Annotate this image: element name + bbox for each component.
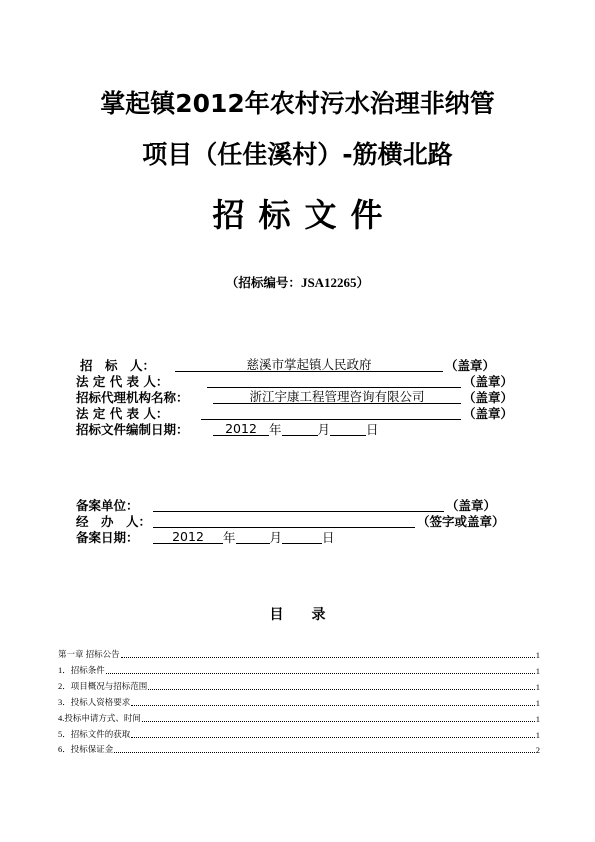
toc-leader — [121, 656, 535, 658]
filing-date-label: 备案日期： — [76, 530, 139, 545]
bid-code-suffix: ） — [356, 275, 370, 290]
filing-unit-field — [153, 498, 444, 512]
bid-code-number: JSA12265 — [300, 275, 357, 290]
agency-field: 浙江宇康工程管理咨询有限公司 — [213, 390, 461, 404]
compile-date-month-unit: 月 — [317, 422, 331, 437]
toc-entry-page: 1 — [535, 650, 540, 660]
bid-code — [0, 273, 595, 291]
document-title-line2: 项目（任佳溪村）-筋横北路 — [142, 140, 453, 169]
toc-entry-title: 5．招标文件的获取 — [58, 729, 131, 739]
filing-unit-row — [76, 498, 496, 514]
tenderer-row — [80, 358, 495, 374]
toc-entry-title: 第一章 招标公告 — [58, 649, 120, 659]
toc-entry[interactable] — [58, 727, 540, 740]
handler-row — [76, 514, 505, 530]
toc-leader — [131, 704, 534, 706]
filing-date-day-unit: 日 — [322, 530, 335, 545]
handler-label: 经 办 人： — [76, 514, 152, 529]
agency-label: 招标代理机构名称： — [76, 390, 189, 405]
toc-leader — [114, 751, 534, 753]
legal-rep-2-seal: （盖章） — [463, 406, 514, 421]
legal-rep-1-field — [207, 374, 461, 388]
legal-rep-2-field — [201, 406, 461, 420]
compile-date-day-unit: 日 — [366, 422, 379, 437]
legal-rep-2-label: 法 定 代 表 人： — [76, 406, 169, 421]
filing-date-month-field — [236, 530, 270, 544]
toc-entry-page: 1 — [535, 666, 540, 676]
toc-entry-page: 1 — [535, 698, 540, 708]
toc-entry-title: 6．投标保证金 — [58, 744, 114, 754]
toc-entry[interactable] — [58, 663, 540, 676]
filing-unit-label: 备案单位： — [76, 498, 139, 513]
toc-entry-title: 3．投标人资格要求 — [58, 697, 131, 707]
compile-date-day-field — [330, 422, 366, 436]
legal-rep-row-2 — [76, 406, 513, 422]
document-title-line1: 掌起镇2012年农村污水治理非纳管 — [100, 89, 495, 118]
toc-entry-title: 4.投标申请方式、时间 — [58, 713, 141, 723]
filing-date-year-unit: 年 — [223, 530, 236, 545]
compile-date-year: 2012 — [213, 422, 269, 436]
toc-entry[interactable] — [58, 647, 540, 660]
compile-date-year-unit: 年 — [269, 422, 282, 437]
legal-rep-1-seal: （盖章） — [463, 374, 514, 389]
toc-entry[interactable] — [58, 695, 540, 708]
tenderer-seal: （盖章） — [445, 358, 496, 373]
handler-signature: （签字或盖章） — [417, 514, 505, 529]
toc-leader — [131, 736, 534, 738]
agency-seal: （盖章） — [463, 390, 514, 405]
tenderer-label: 招 标 人： — [80, 358, 156, 373]
compile-date-month-field — [282, 422, 318, 436]
bid-code-prefix: （招标编号： — [225, 275, 301, 290]
filing-date-row — [76, 530, 335, 546]
filing-unit-seal: （盖章） — [446, 498, 497, 513]
compile-date-row — [76, 422, 379, 438]
legal-rep-1-label: 法 定 代 表 人： — [76, 374, 169, 389]
legal-rep-row-1 — [76, 374, 513, 390]
toc-entry[interactable] — [58, 711, 540, 724]
toc-entry-page: 1 — [535, 714, 540, 724]
filing-date-month-unit: 月 — [269, 530, 283, 545]
toc-entry-title: 1．招标条件 — [58, 665, 105, 675]
toc-heading: 目录 — [269, 607, 354, 623]
agency-row — [76, 390, 513, 406]
toc-leader — [148, 688, 534, 690]
toc-entry-page: 1 — [535, 730, 540, 740]
filing-date-year: 2012 — [153, 530, 223, 544]
toc-entry-page: 2 — [535, 745, 540, 755]
tenderer-field: 慈溪市掌起镇人民政府 — [175, 358, 443, 372]
toc-entry-title: 2．项目概况与招标范围 — [58, 681, 148, 691]
handler-field — [153, 514, 415, 528]
toc-entry[interactable] — [58, 679, 540, 692]
toc-entry[interactable] — [58, 742, 540, 755]
toc-leader — [106, 672, 535, 674]
document-type-heading: 招标文件 — [212, 196, 397, 234]
toc-leader — [142, 720, 535, 722]
filing-date-day-field — [282, 530, 322, 544]
toc-entry-page: 1 — [535, 682, 540, 692]
compile-date-label: 招标文件编制日期： — [76, 422, 189, 437]
